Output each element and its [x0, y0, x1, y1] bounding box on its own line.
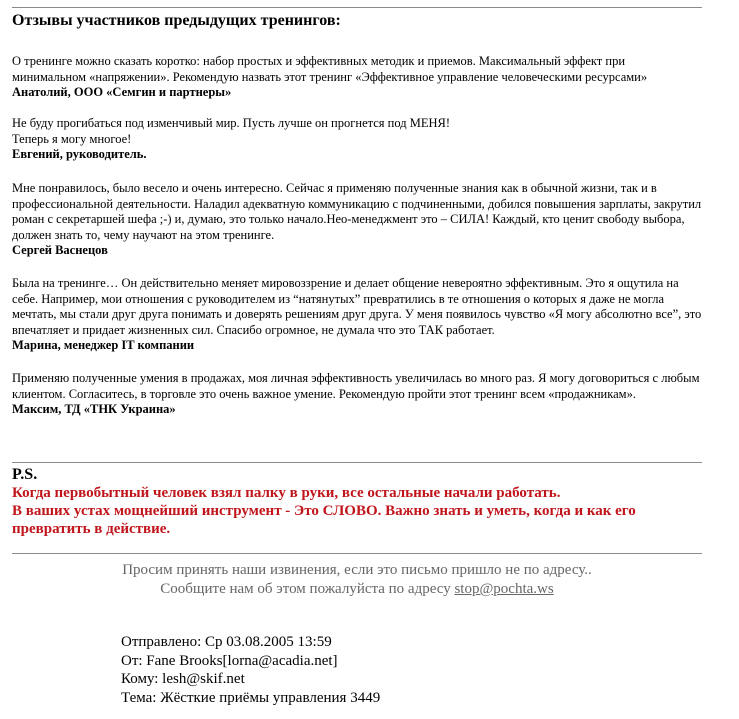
testimonial-1	[12, 54, 702, 101]
page-title: Отзывы участников предыдущих тренингов:	[12, 12, 341, 29]
message-headers	[121, 633, 380, 707]
stop-email-link[interactable]: stop@pochta.ws	[454, 581, 554, 597]
testimonial-author: Анатолий, ООО «Семгин и партнеры»	[12, 85, 232, 99]
testimonial-3	[12, 181, 702, 259]
testimonial-2	[12, 116, 702, 163]
testimonial-text: Не буду прогибаться под изменчивый мир. Пусть лучше он прогнется под МЕНЯ!	[12, 116, 450, 130]
report-text: Сообщите нам об этом пожалуйста по адресу	[160, 581, 455, 597]
testimonial-text: Мне понравилось, было весело и очень интересно. Сейчас я применяю полученные знания как в обычной жизни, так и в профессиональной деятельности. Наладил адекватную коммуникацию с подчиненными, добился повышения зарплаты, закрутил роман с секретаршей шефа ;-) и, думаю, это только начало.Нео-менеджмент это – СИЛА! Каждый, кто ценит свободу выбора, должен знать то, чему научают на этом тренинге.	[12, 181, 702, 242]
ps-divider	[12, 462, 702, 463]
ps-line-1: Когда первобытный человек взял палку в руки, все остальные начали работать.	[12, 485, 561, 501]
unsubscribe-notice	[12, 561, 702, 599]
testimonial-5	[12, 371, 702, 418]
testimonial-author: Евгений, руководитель.	[12, 147, 147, 161]
to-field: Кому: lesh@skif.net	[121, 671, 245, 687]
testimonial-4	[12, 276, 702, 354]
ps-line-2: В ваших устах мощнейший инструмент - Это СЛОВО. Важно знать и уметь, когда и как его превратить в действие.	[12, 503, 636, 537]
top-divider	[12, 7, 702, 8]
ps-label: P.S.	[12, 466, 38, 483]
footer-divider	[12, 553, 702, 554]
testimonial-text: Применяю полученные умения в продажах, моя личная эффективность увеличилась во много раз. Я могу договориться с любым клиентом. Согласитесь, в торговле это очень важное умение. Рекомендую пройти этот тренинг всем «продажникам».	[12, 371, 700, 401]
testimonial-text: Была на тренинге… Он действительно меняет мировоззрение и делает общение невероятно эффективным. Это я ощутила на себе. Например, мои отношения с руководителем из “натянутых” превратились в те отношения о которых я даже не могла мечтать, мы стали друг друга понимать и доверять решениям друг друга. У меня появилось чувство «Я могу абсолютно все”, это впечатляет и придает жизненных сил. Спасибо огромное, не думала что это ТАК работает.	[12, 276, 702, 337]
testimonial-text: Теперь я могу многое!	[12, 131, 132, 146]
report-line	[12, 580, 702, 599]
from-field: От: Fane Brooks[lorna@acadia.net]	[121, 652, 338, 669]
testimonial-author: Сергей Васнецов	[12, 243, 108, 257]
testimonial-author: Марина, менеджер IT компании	[12, 338, 195, 352]
subject-field: Тема: Жёсткие приёмы управления 3449	[121, 689, 381, 706]
testimonial-text: О тренинге можно сказать коротко: набор простых и эффективных методик и приемов. Максимальный эффект при минимальном «напряжении». Рекомендую назвать этот тренинг «Эффективное управление человеческими ресурсами»	[12, 54, 648, 84]
testimonial-author: Максим, ТД «ТНК Украина»	[12, 402, 176, 416]
ps-section	[12, 466, 702, 538]
apology-line: Просим принять наши извинения, если это письмо пришло не по адресу..	[122, 562, 592, 578]
sent-date: Отправлено: Ср 03.08.2005 13:59	[121, 634, 332, 650]
